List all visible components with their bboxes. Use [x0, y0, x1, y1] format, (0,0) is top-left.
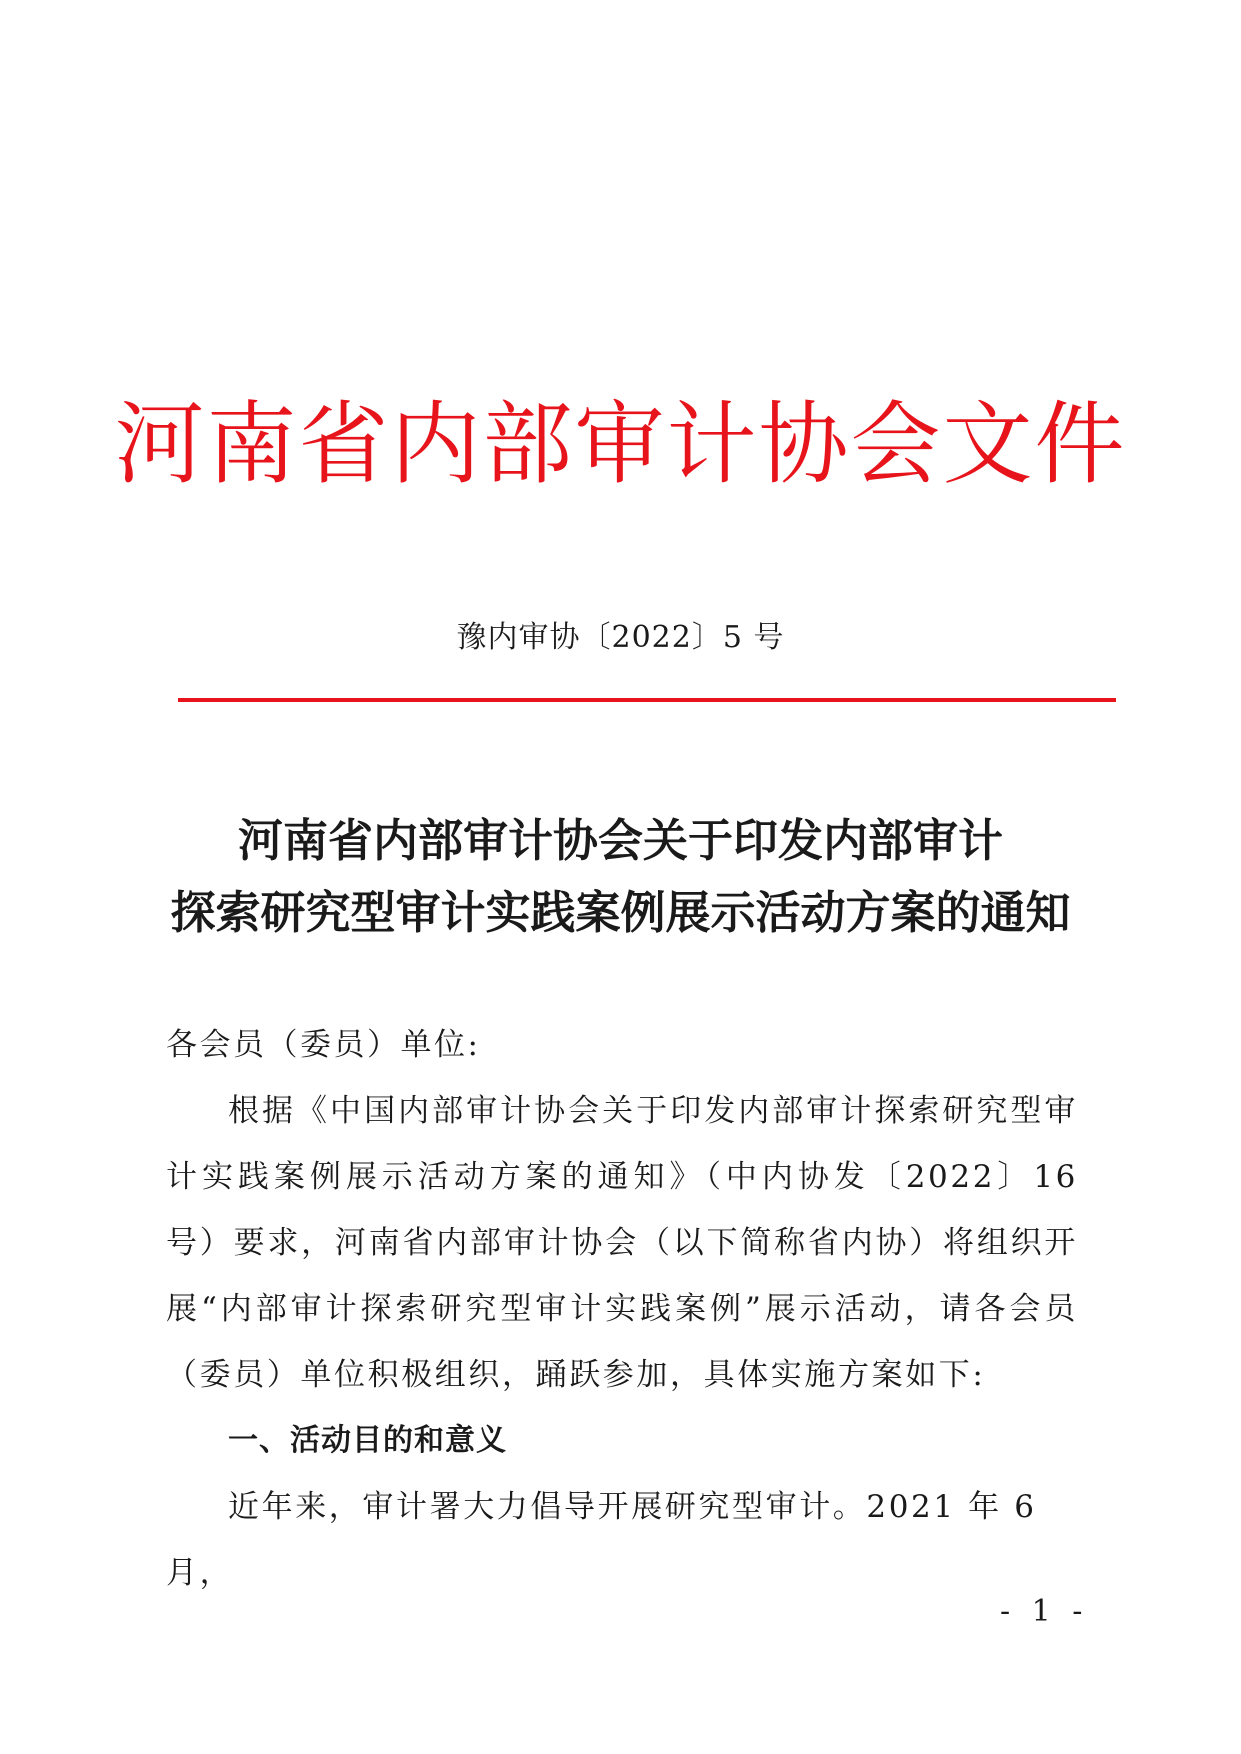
red-divider-line: [178, 698, 1116, 702]
paragraph-2: 近年来，审计署大力倡导开展研究型审计。2021 年 6 月，: [166, 1489, 1037, 1591]
masthead-title: 河南省内部审计协会文件: [114, 392, 1127, 497]
salutation: 各会员（委员）单位:: [166, 1027, 481, 1063]
paragraph-1: 根据《中国内部审计协会关于印发内部审计探索研究型审计实践案例展示活动方案的通知》（中内协发〔2022〕16 号）要求，河南省内部审计协会（以下简称省内协）将组织开展“内部审计探索研究型审计实践案例”展示活动，请各会员（委员）单位积极组织，踊跃参加，具体实施方案如下:: [166, 1093, 1078, 1393]
notice-title-line-2: 探索研究型审计实践案例展示活动方案的通知: [170, 886, 1071, 939]
notice-title-line-1: 河南省内部审计协会关于印发内部审计: [237, 814, 1003, 867]
document-number: 豫内审协〔2022〕5 号: [456, 620, 785, 655]
notice-title: [0, 805, 1241, 949]
section-heading-1: 一、活动目的和意义: [228, 1423, 507, 1458]
page-number: - 1 -: [1000, 1594, 1089, 1629]
